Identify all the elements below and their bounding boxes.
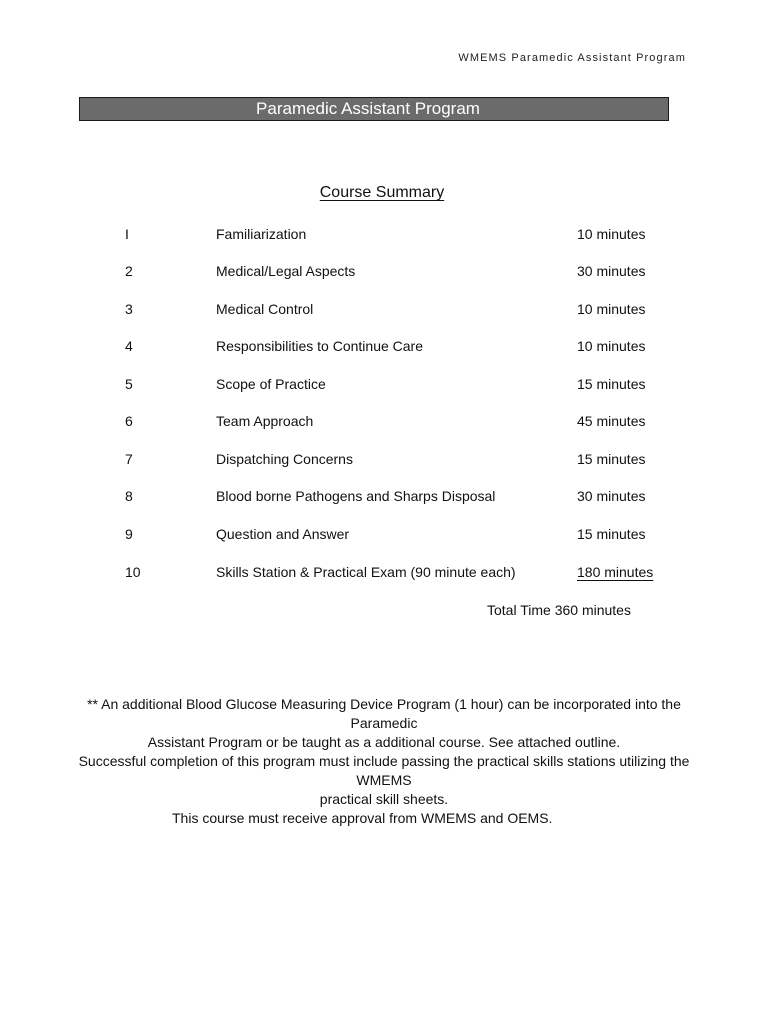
row-duration: 45 minutes <box>577 413 646 429</box>
row-number: 8 <box>125 488 133 504</box>
course-row <box>0 411 768 431</box>
row-topic: Dispatching Concerns <box>216 451 353 467</box>
row-number: 9 <box>125 526 133 542</box>
glucose-note <box>60 695 708 752</box>
course-row <box>0 486 768 506</box>
row-number: 2 <box>125 263 133 279</box>
course-row <box>0 261 768 281</box>
section-heading <box>0 184 764 202</box>
completion-note-line: Successful completion of this program must include passing the practical skills stations utilizing the WMEMS <box>78 753 690 788</box>
row-duration: 15 minutes <box>577 376 646 392</box>
glucose-note-line: Assistant Program or be taught as a additional course. See attached outline. <box>147 734 621 750</box>
row-number: 10 <box>125 564 141 580</box>
course-summary-heading: Course Summary <box>319 184 445 201</box>
row-topic: Skills Station & Practical Exam (90 minute each) <box>216 564 516 580</box>
row-duration: 10 minutes <box>577 226 646 242</box>
course-row <box>0 449 768 469</box>
row-number: 6 <box>125 413 133 429</box>
course-row <box>0 562 768 582</box>
row-topic: Question and Answer <box>216 526 350 542</box>
course-row <box>0 299 768 319</box>
running-header: WMEMS Paramedic Assistant Program <box>458 52 686 64</box>
row-topic: Blood borne Pathogens and Sharps Disposal <box>216 488 496 504</box>
row-topic: Scope of Practice <box>216 376 326 392</box>
row-number: 3 <box>125 301 133 317</box>
completion-note <box>60 752 708 809</box>
course-row <box>0 524 768 544</box>
row-duration: 180 minutes <box>577 564 654 580</box>
row-duration: 30 minutes <box>577 488 646 504</box>
total-time: Total Time 360 minutes <box>487 602 631 618</box>
title-bar <box>79 97 669 121</box>
row-number: 4 <box>125 338 133 354</box>
approval-note: This course must receive approval from WMEMS and OEMS. <box>172 810 553 826</box>
row-topic: Medical Control <box>216 301 314 317</box>
row-duration: 30 minutes <box>577 263 646 279</box>
row-topic: Responsibilities to Continue Care <box>216 338 423 354</box>
row-number: I <box>125 226 129 242</box>
page-title: Paramedic Assistant Program <box>256 99 480 118</box>
course-row <box>0 336 768 356</box>
row-duration: 10 minutes <box>577 301 646 317</box>
row-duration: 10 minutes <box>577 338 646 354</box>
completion-note-line: practical skill sheets. <box>319 791 449 807</box>
row-topic: Team Approach <box>216 413 314 429</box>
row-number: 5 <box>125 376 133 392</box>
glucose-note-line: ** An additional Blood Glucose Measuring Device Program (1 hour) can be incorporated into the Paramedic <box>87 696 681 731</box>
course-row <box>0 224 768 244</box>
course-row <box>0 374 768 394</box>
row-duration: 15 minutes <box>577 451 646 467</box>
row-duration: 15 minutes <box>577 526 646 542</box>
row-topic: Familiarization <box>216 226 307 242</box>
row-number: 7 <box>125 451 133 467</box>
row-topic: Medical/Legal Aspects <box>216 263 356 279</box>
